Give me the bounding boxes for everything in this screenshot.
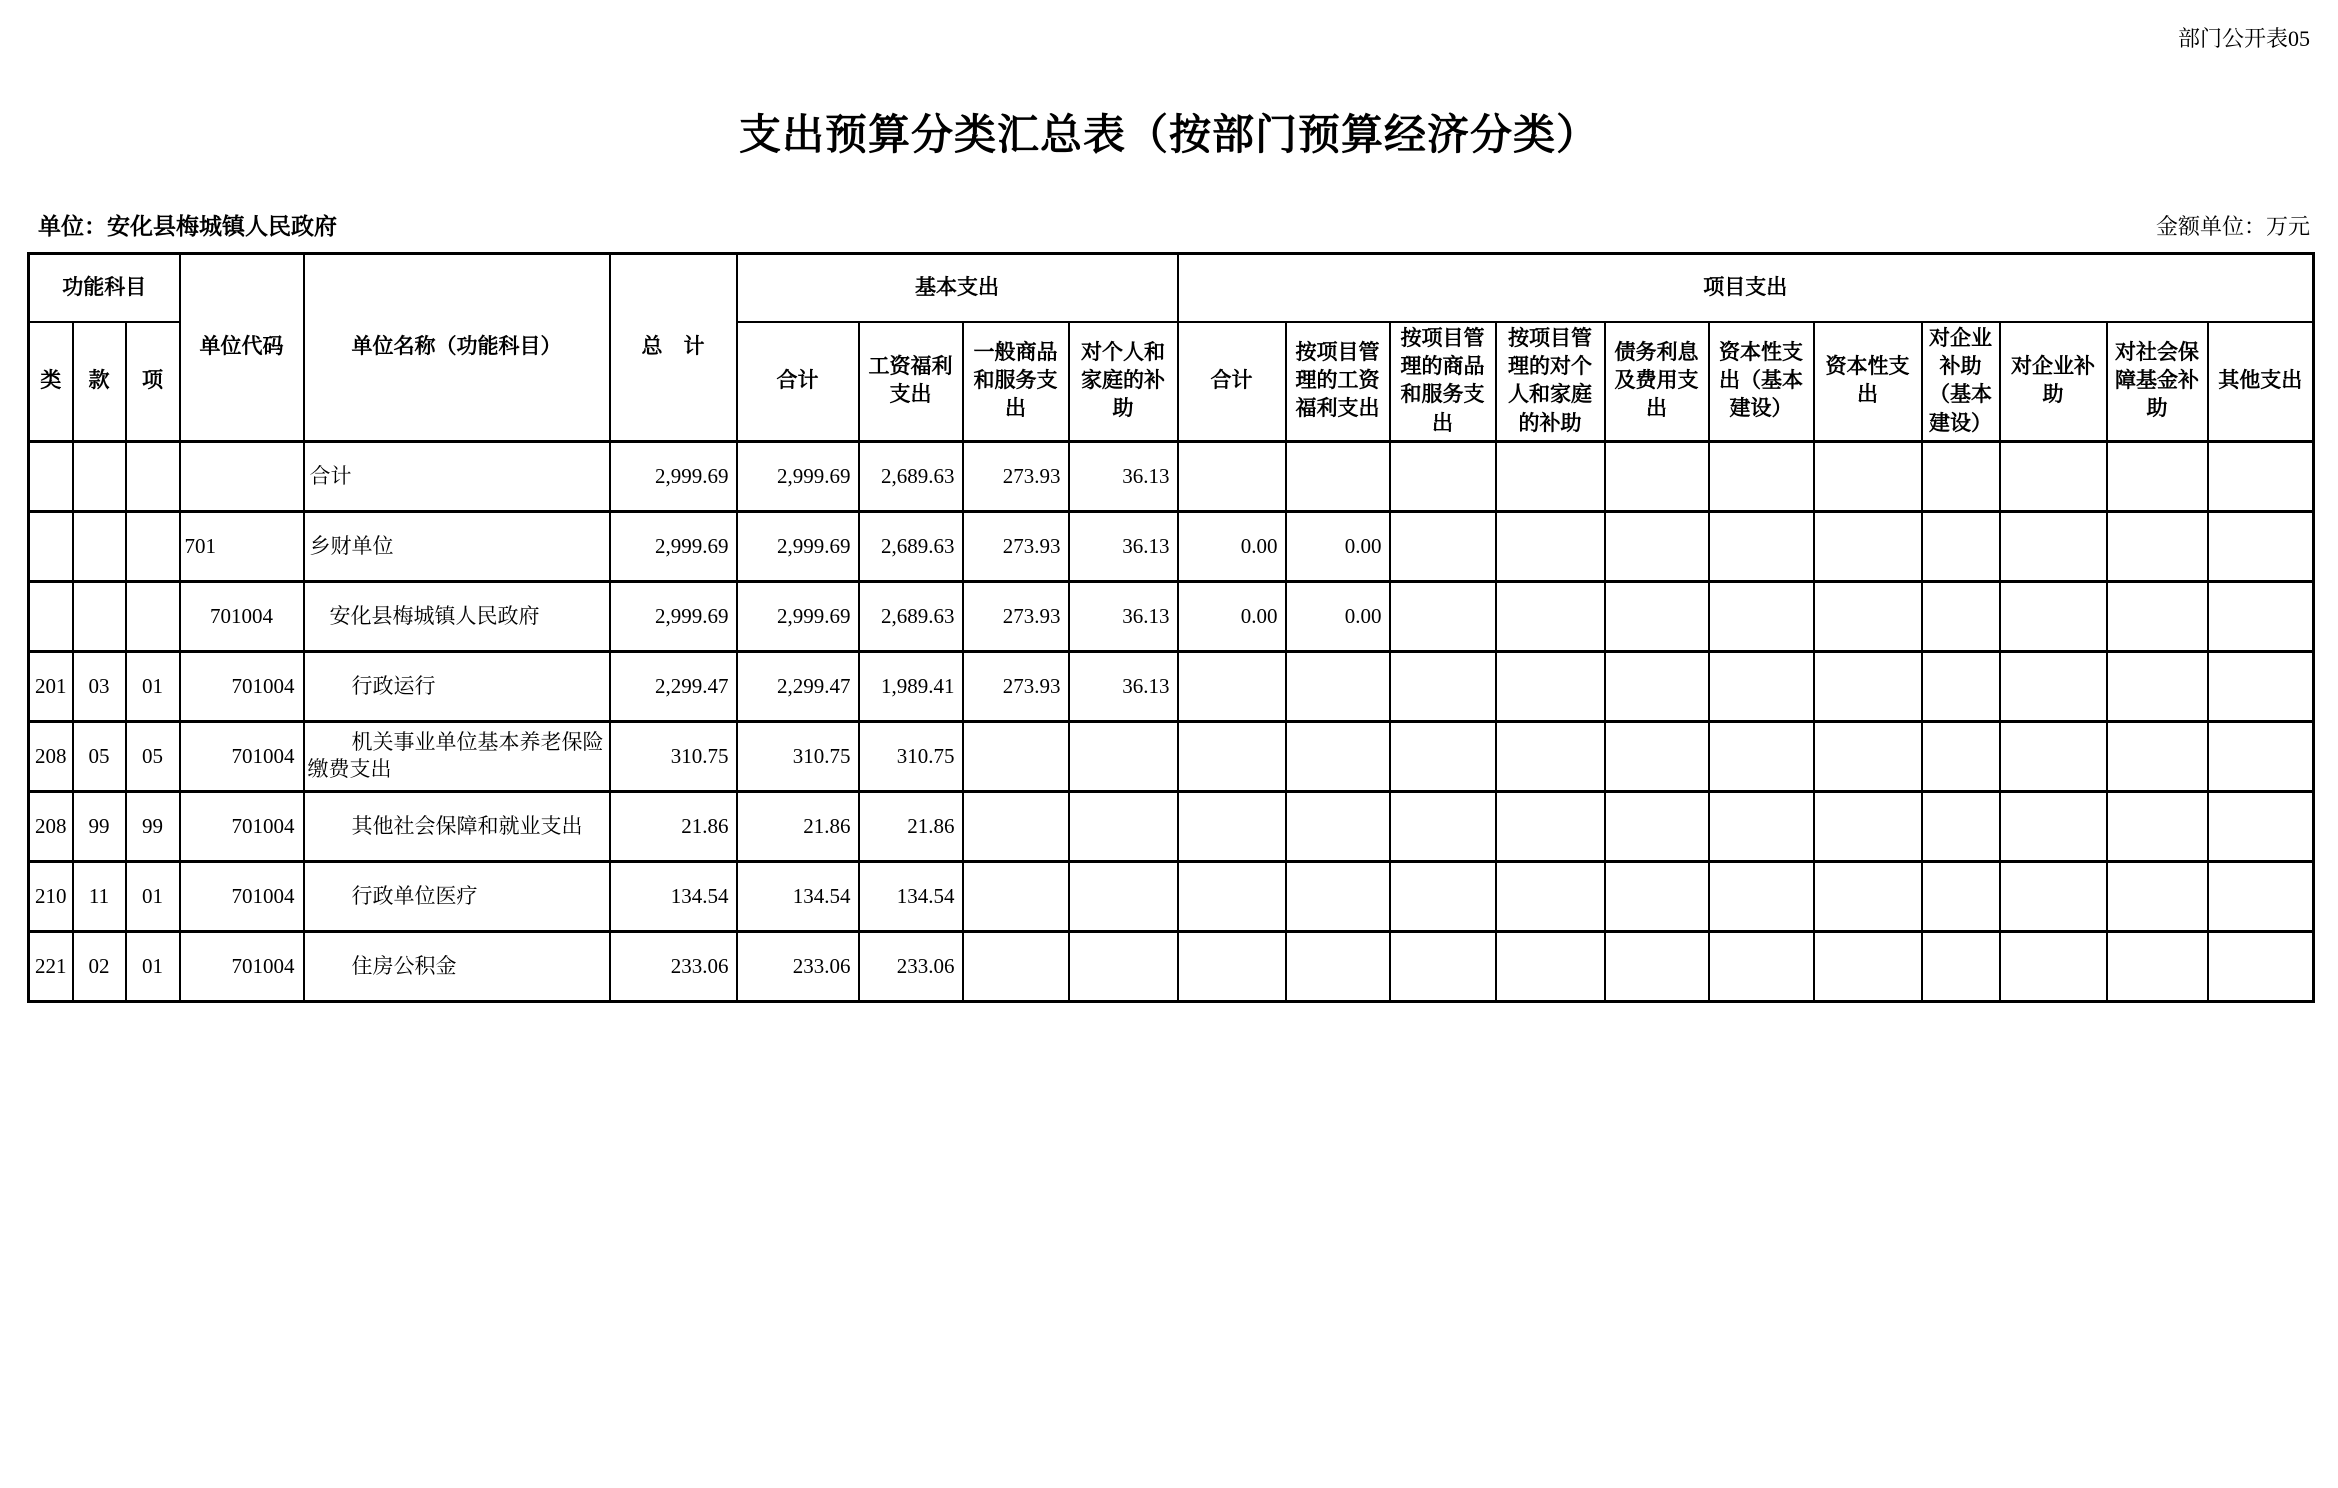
- cell-value: [1069, 931, 1178, 1001]
- cell-unit-code: 701004: [180, 931, 304, 1001]
- cell-value: [1814, 861, 1922, 931]
- cell-value: [2208, 861, 2314, 931]
- cell-value: [1390, 511, 1496, 581]
- cell-value: [1922, 651, 2000, 721]
- cell-value: [1069, 861, 1178, 931]
- cell-value: [1922, 441, 2000, 511]
- cell-section: 99: [73, 791, 126, 861]
- table-row: [29, 511, 2314, 581]
- cell-value: [1286, 931, 1390, 1001]
- cell-value: [1178, 861, 1286, 931]
- cell-value: [963, 791, 1069, 861]
- cell-unit-code: 701004: [180, 651, 304, 721]
- cell-value: 273.93: [963, 511, 1069, 581]
- cell-value: [1069, 791, 1178, 861]
- form-number: 部门公开表05: [2177, 26, 2310, 51]
- cell-value: [1922, 931, 2000, 1001]
- cell-value: [2208, 721, 2314, 791]
- cell-value: 273.93: [963, 651, 1069, 721]
- header-grand-total: 总 计: [610, 254, 737, 442]
- cell-value: [1922, 581, 2000, 651]
- cell-value: 310.75: [859, 721, 963, 791]
- cell-value: [1814, 931, 1922, 1001]
- cell-value: 36.13: [1069, 651, 1178, 721]
- cell-value: [1286, 441, 1390, 511]
- header-basic-wages: 工资福利支出: [859, 322, 963, 442]
- cell-value: 2,689.63: [859, 441, 963, 511]
- cell-value: [1814, 441, 1922, 511]
- table-row: [29, 931, 2314, 1001]
- cell-item: 01: [126, 651, 180, 721]
- cell-value: [2208, 581, 2314, 651]
- cell-value: [2107, 721, 2208, 791]
- cell-value: [1286, 721, 1390, 791]
- cell-value: [1069, 721, 1178, 791]
- cell-value: 36.13: [1069, 581, 1178, 651]
- cell-unit-code: 701004: [180, 581, 304, 651]
- cell-unit-name: 安化县梅城镇人民政府: [304, 581, 610, 651]
- cell-value: [1709, 441, 1814, 511]
- cell-value: [1605, 791, 1709, 861]
- header-other-expenditure: 其他支出: [2208, 322, 2314, 442]
- cell-value: 2,999.69: [610, 511, 737, 581]
- cell-value: [2208, 511, 2314, 581]
- cell-value: 0.00: [1178, 511, 1286, 581]
- cell-unit-name: 行政单位医疗: [304, 861, 610, 931]
- cell-value: 2,299.47: [737, 651, 859, 721]
- cell-unit-name: 行政运行: [304, 651, 610, 721]
- cell-section: [73, 511, 126, 581]
- cell-value: [1922, 861, 2000, 931]
- cell-value: 21.86: [737, 791, 859, 861]
- cell-class: [29, 581, 73, 651]
- cell-value: [1922, 511, 2000, 581]
- cell-value: [1605, 931, 1709, 1001]
- cell-value: [1390, 721, 1496, 791]
- cell-value: 2,999.69: [610, 581, 737, 651]
- table-row: [29, 441, 2314, 511]
- cell-value: [1814, 511, 1922, 581]
- cell-value: [1496, 791, 1605, 861]
- header-debt-interest: 债务利息及费用支出: [1605, 322, 1709, 442]
- cell-value: [963, 931, 1069, 1001]
- cell-item: 01: [126, 861, 180, 931]
- cell-class: [29, 441, 73, 511]
- cell-value: [1178, 791, 1286, 861]
- cell-item: 01: [126, 931, 180, 1001]
- header-basic-goods-services: 一般商品和服务支出: [963, 322, 1069, 442]
- cell-value: 0.00: [1286, 511, 1390, 581]
- cell-value: [1605, 511, 1709, 581]
- header-basic-total: 合计: [737, 322, 859, 442]
- cell-value: [1390, 931, 1496, 1001]
- table-row: [29, 581, 2314, 651]
- cell-value: [1390, 441, 1496, 511]
- cell-value: 2,299.47: [610, 651, 737, 721]
- cell-value: 21.86: [610, 791, 737, 861]
- header-section: 款: [73, 322, 126, 442]
- cell-value: [1496, 931, 1605, 1001]
- cell-unit-code: 701004: [180, 861, 304, 931]
- cell-value: 2,999.69: [737, 511, 859, 581]
- cell-value: [1178, 651, 1286, 721]
- cell-value: [1605, 721, 1709, 791]
- cell-value: 36.13: [1069, 511, 1178, 581]
- header-item: 项: [126, 322, 180, 442]
- cell-value: [2107, 931, 2208, 1001]
- cell-value: [1605, 441, 1709, 511]
- cell-value: 233.06: [737, 931, 859, 1001]
- cell-value: 1,989.41: [859, 651, 963, 721]
- cell-value: 273.93: [963, 581, 1069, 651]
- cell-class: 221: [29, 931, 73, 1001]
- cell-value: [2208, 441, 2314, 511]
- cell-unit-name: 合计: [304, 441, 610, 511]
- cell-section: [73, 441, 126, 511]
- cell-item: [126, 441, 180, 511]
- cell-unit-code: [180, 441, 304, 511]
- cell-unit-name: 住房公积金: [304, 931, 610, 1001]
- cell-value: 0.00: [1286, 581, 1390, 651]
- cell-value: [1286, 651, 1390, 721]
- cell-value: [1496, 651, 1605, 721]
- budget-table: [27, 252, 2315, 1003]
- cell-value: [1709, 511, 1814, 581]
- cell-value: [1390, 861, 1496, 931]
- header-basic-individual-family: 对个人和家庭的补助: [1069, 322, 1178, 442]
- cell-value: [1709, 581, 1814, 651]
- header-enterprise-subsidy-construction: 对企业补助（基本建设）: [1922, 322, 2000, 442]
- cell-value: [2000, 861, 2107, 931]
- cell-value: 21.86: [859, 791, 963, 861]
- cell-value: [2107, 651, 2208, 721]
- cell-value: [2107, 511, 2208, 581]
- cell-value: [1709, 651, 1814, 721]
- cell-class: 210: [29, 861, 73, 931]
- cell-unit-code: 701: [180, 511, 304, 581]
- table-body: [29, 441, 2314, 1001]
- cell-value: [2208, 791, 2314, 861]
- header-enterprise-subsidy: 对企业补助: [2000, 322, 2107, 442]
- cell-value: [1709, 791, 1814, 861]
- cell-value: [1814, 581, 1922, 651]
- cell-value: 36.13: [1069, 441, 1178, 511]
- header-project-goods-services: 按项目管理的商品和服务支出: [1390, 322, 1496, 442]
- unit-label: 单位：安化县梅城镇人民政府: [38, 213, 337, 239]
- cell-value: [2000, 581, 2107, 651]
- cell-value: [1922, 791, 2000, 861]
- cell-value: [1496, 861, 1605, 931]
- cell-value: 233.06: [859, 931, 963, 1001]
- cell-value: [963, 861, 1069, 931]
- cell-section: 11: [73, 861, 126, 931]
- cell-value: [2208, 651, 2314, 721]
- cell-class: 208: [29, 721, 73, 791]
- cell-value: [2000, 651, 2107, 721]
- cell-value: 134.54: [859, 861, 963, 931]
- cell-unit-name: 乡财单位: [304, 511, 610, 581]
- cell-value: 134.54: [610, 861, 737, 931]
- cell-value: [2107, 861, 2208, 931]
- table-row: [29, 721, 2314, 791]
- cell-value: 2,999.69: [610, 441, 737, 511]
- table-row: [29, 651, 2314, 721]
- cell-value: [1814, 651, 1922, 721]
- meta-row: [38, 208, 2310, 241]
- cell-value: [1178, 441, 1286, 511]
- cell-value: 134.54: [737, 861, 859, 931]
- cell-value: [2000, 511, 2107, 581]
- cell-class: 201: [29, 651, 73, 721]
- table-row: [29, 791, 2314, 861]
- header-capital: 资本性支出: [1814, 322, 1922, 442]
- cell-value: [1709, 861, 1814, 931]
- cell-class: [29, 511, 73, 581]
- cell-value: [2107, 791, 2208, 861]
- header-row-groups: [29, 254, 2314, 322]
- header-social-security-fund-subsidy: 对社会保障基金补助: [2107, 322, 2208, 442]
- cell-value: 2,999.69: [737, 441, 859, 511]
- cell-value: [1709, 931, 1814, 1001]
- cell-value: [1605, 581, 1709, 651]
- page-title: 支出预算分类汇总表（按部门预算经济分类）: [738, 113, 1599, 159]
- header-unit-code: 单位代码: [180, 254, 304, 442]
- cell-value: 233.06: [610, 931, 737, 1001]
- header-class: 类: [29, 322, 73, 442]
- cell-value: 0.00: [1178, 581, 1286, 651]
- header-project-individual-family: 按项目管理的对个人和家庭的补助: [1496, 322, 1605, 442]
- header-basic-expenditure-group: 基本支出: [737, 254, 1178, 322]
- cell-value: [1496, 721, 1605, 791]
- cell-value: [1286, 861, 1390, 931]
- cell-value: [1390, 581, 1496, 651]
- amount-unit-label: 金额单位：万元: [2155, 214, 2310, 239]
- cell-section: [73, 581, 126, 651]
- cell-value: [2000, 441, 2107, 511]
- cell-item: [126, 511, 180, 581]
- cell-value: [2000, 721, 2107, 791]
- cell-value: 310.75: [610, 721, 737, 791]
- header-project-expenditure-group: 项目支出: [1178, 254, 2314, 322]
- cell-value: [1709, 721, 1814, 791]
- cell-value: 273.93: [963, 441, 1069, 511]
- table-row: [29, 861, 2314, 931]
- header-unit-name: 单位名称（功能科目）: [304, 254, 610, 442]
- cell-value: [1178, 721, 1286, 791]
- cell-value: 2,689.63: [859, 581, 963, 651]
- cell-item: 99: [126, 791, 180, 861]
- cell-value: 310.75: [737, 721, 859, 791]
- cell-value: [1390, 791, 1496, 861]
- cell-value: [2107, 581, 2208, 651]
- cell-value: [1178, 931, 1286, 1001]
- cell-value: [2208, 931, 2314, 1001]
- cell-section: 03: [73, 651, 126, 721]
- cell-unit-code: 701004: [180, 791, 304, 861]
- cell-value: [2107, 441, 2208, 511]
- cell-class: 208: [29, 791, 73, 861]
- cell-value: [1605, 861, 1709, 931]
- cell-section: 05: [73, 721, 126, 791]
- cell-value: [1496, 441, 1605, 511]
- cell-value: [2000, 791, 2107, 861]
- cell-unit-name: 其他社会保障和就业支出: [304, 791, 610, 861]
- cell-value: [963, 721, 1069, 791]
- header-capital-basic-construction: 资本性支出（基本建设）: [1709, 322, 1814, 442]
- cell-item: 05: [126, 721, 180, 791]
- cell-value: [1286, 791, 1390, 861]
- cell-value: 2,999.69: [737, 581, 859, 651]
- cell-value: [1390, 651, 1496, 721]
- cell-item: [126, 581, 180, 651]
- cell-value: [1814, 721, 1922, 791]
- cell-value: [2000, 931, 2107, 1001]
- cell-section: 02: [73, 931, 126, 1001]
- cell-value: [1496, 511, 1605, 581]
- cell-value: [1496, 581, 1605, 651]
- cell-value: 2,689.63: [859, 511, 963, 581]
- cell-value: [1922, 721, 2000, 791]
- header-functional-subject: 功能科目: [29, 254, 180, 322]
- cell-unit-code: 701004: [180, 721, 304, 791]
- cell-unit-name: 机关事业单位基本养老保险缴费支出: [304, 721, 610, 791]
- header-project-wages: 按项目管理的工资福利支出: [1286, 322, 1390, 442]
- cell-value: [1605, 651, 1709, 721]
- header-project-total: 合计: [1178, 322, 1286, 442]
- cell-value: [1814, 791, 1922, 861]
